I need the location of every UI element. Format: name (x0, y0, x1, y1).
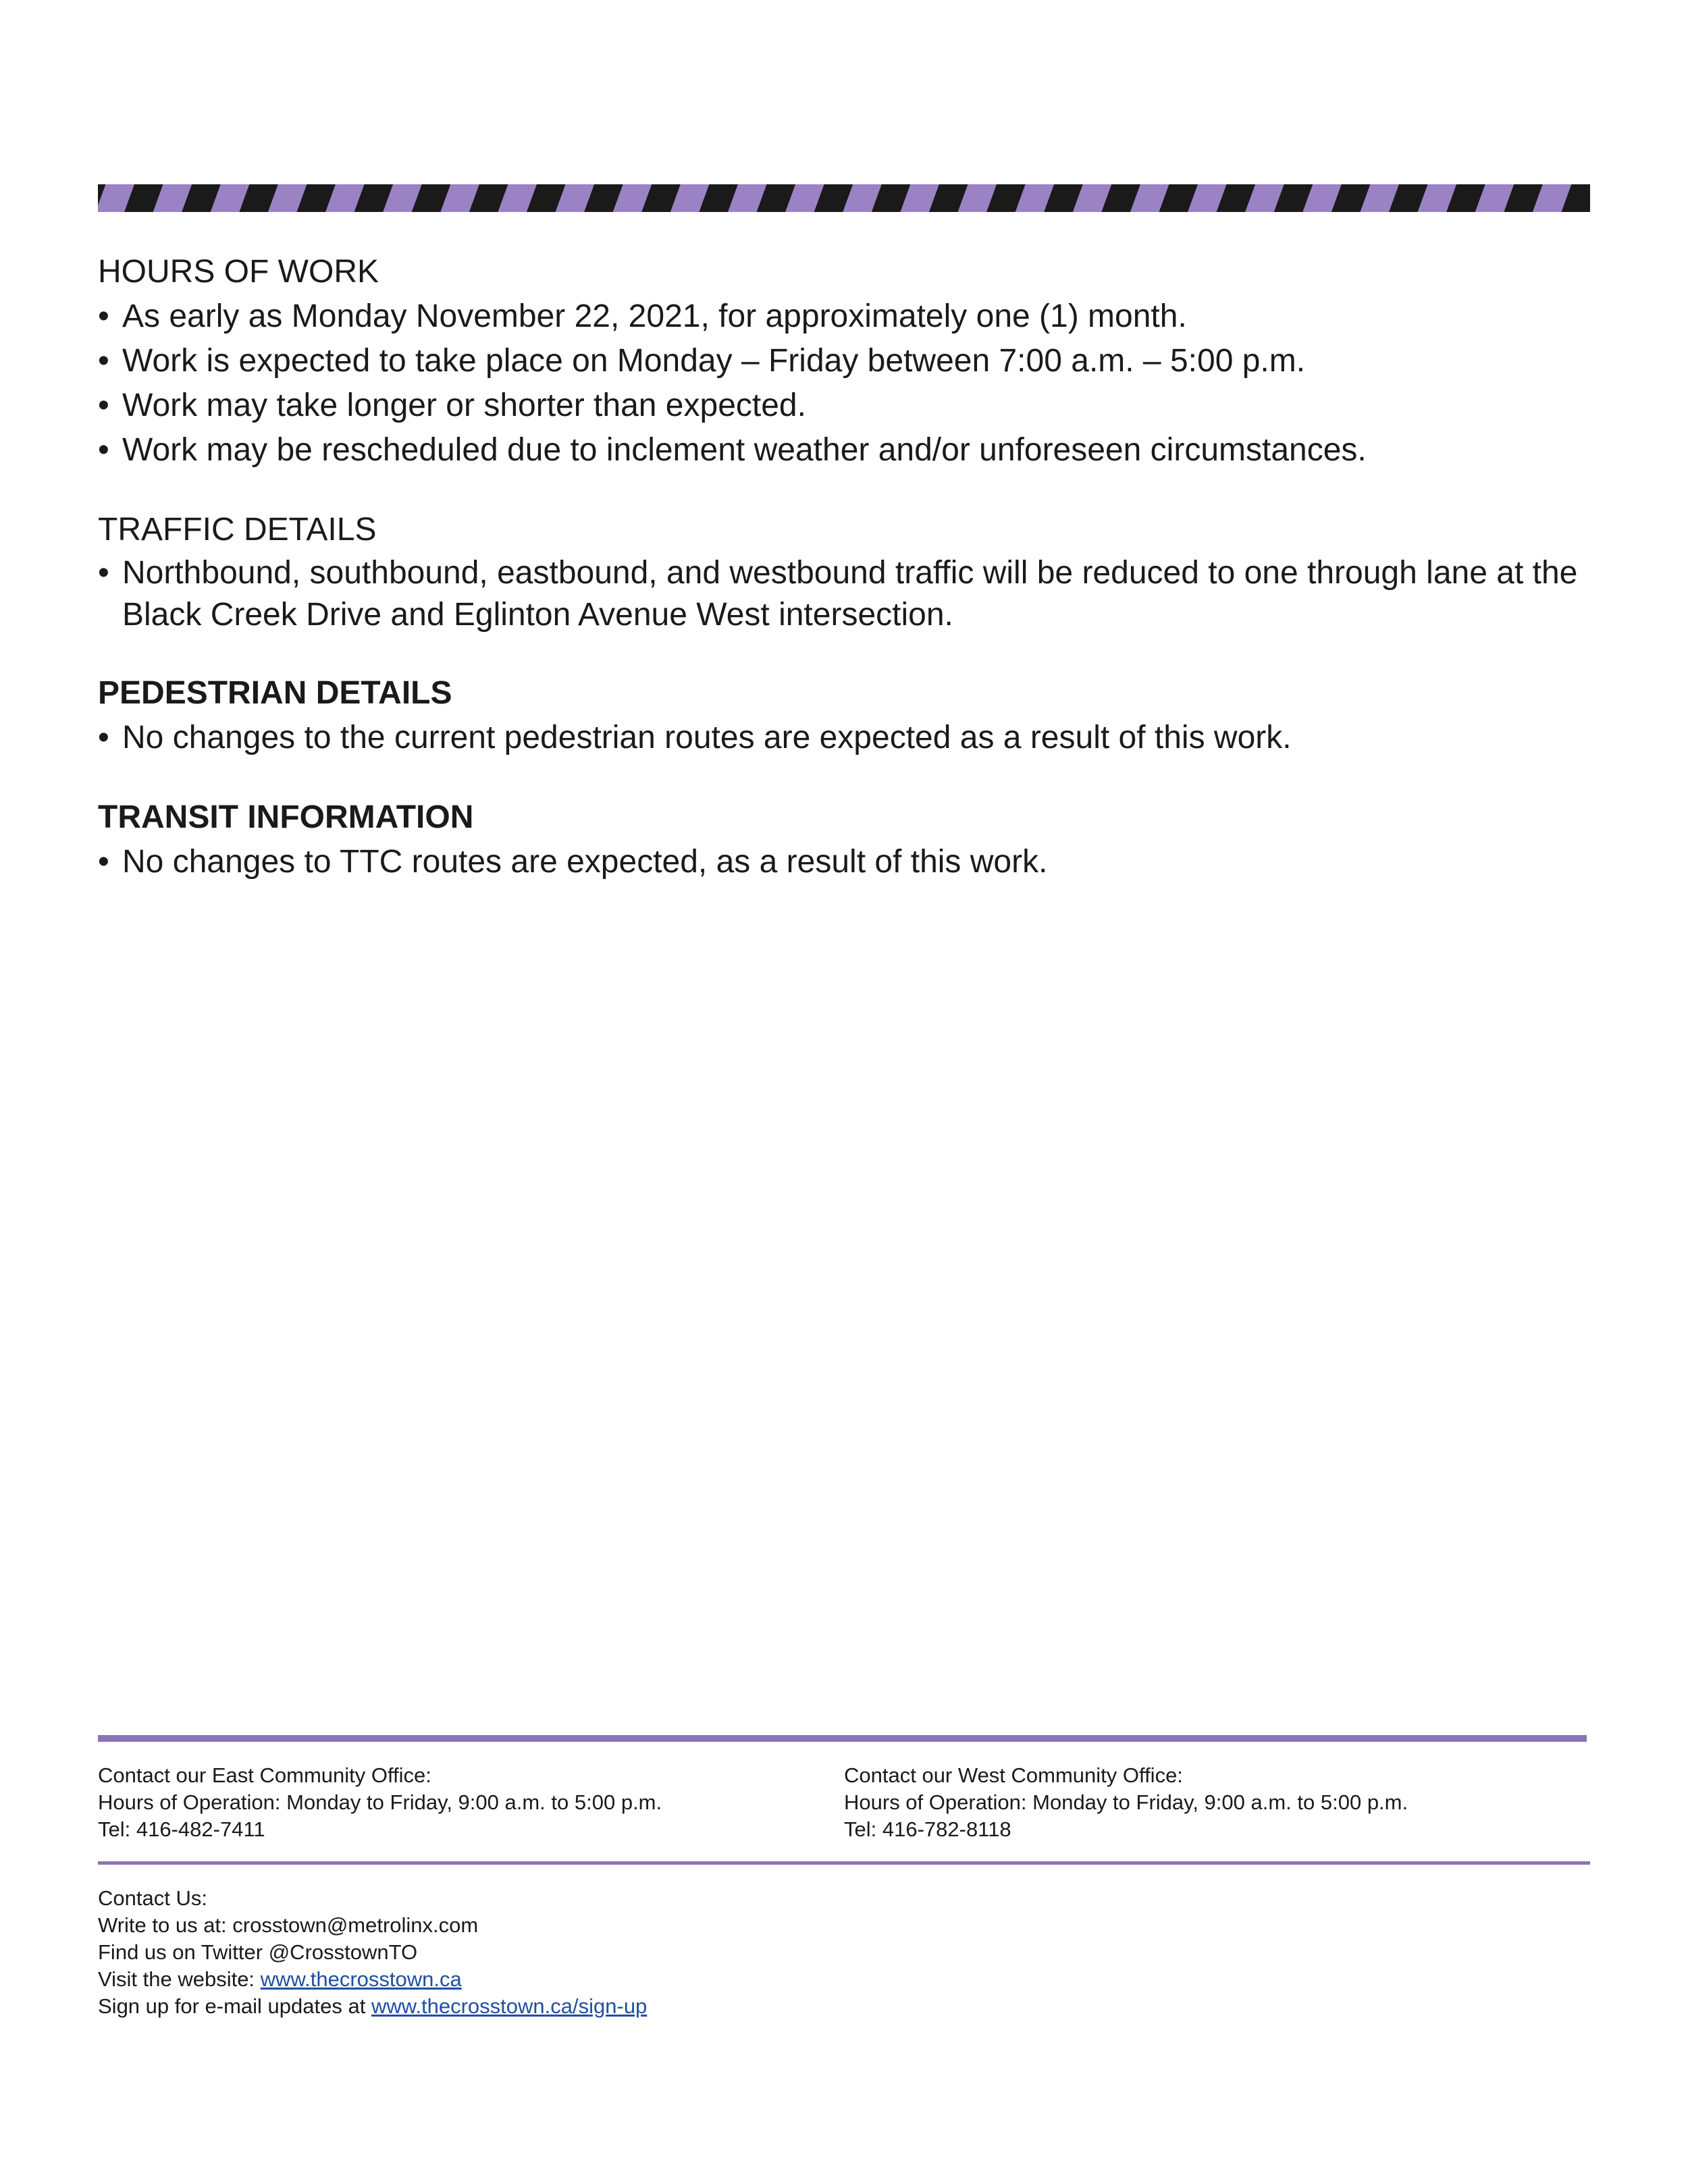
pedestrian-details-section (98, 671, 1597, 760)
bullet-icon: • (98, 388, 109, 423)
bullet-icon: • (98, 555, 109, 591)
hours-of-work-section (98, 250, 1597, 473)
footer-divider-bottom (98, 1861, 1590, 1865)
bullet-icon: • (98, 844, 109, 880)
transit-information-section (98, 795, 1597, 884)
transit-information-heading: TRANSIT INFORMATION (98, 799, 474, 835)
bullet-icon: • (98, 432, 109, 468)
pedestrian-details-list (98, 716, 1597, 760)
website-link[interactable]: www.thecrosstown.ca (260, 1967, 462, 1991)
contact-website-line: Visit the website: www.thecrosstown.ca (98, 1967, 462, 1991)
west-office-contact (844, 1762, 1408, 1843)
east-office-hours: Hours of Operation: Monday to Friday, 9:00 a.m. to 5:00 p.m. (98, 1790, 662, 1814)
contact-us-title: Contact Us: (98, 1886, 207, 1910)
traffic-details-section (98, 508, 1597, 636)
signup-link[interactable]: www.thecrosstown.ca/sign-up (371, 1994, 648, 2018)
bullet-icon: • (98, 298, 109, 334)
west-office-tel: Tel: 416-782-8118 (844, 1817, 1011, 1841)
hours-of-work-heading: HOURS OF WORK (98, 254, 379, 290)
pedestrian-details-heading: PEDESTRIAN DETAILS (98, 675, 452, 711)
list-item: • No changes to TTC routes are expected, as a result of this work. (98, 840, 1597, 884)
list-item: • No changes to the current pedestrian routes are expected as a result of this work. (98, 716, 1597, 760)
east-office-title: Contact our East Community Office: (98, 1763, 431, 1787)
west-office-title: Contact our West Community Office: (844, 1763, 1183, 1787)
east-office-tel: Tel: 416-482-7411 (98, 1817, 265, 1841)
main-content (98, 250, 1597, 920)
traffic-details-heading: TRAFFIC DETAILS (98, 512, 377, 548)
east-office-contact (98, 1762, 662, 1843)
list-item: • As early as Monday November 22, 2021, for approximately one (1) month. (98, 294, 1597, 339)
traffic-details-list (98, 552, 1597, 636)
west-office-hours: Hours of Operation: Monday to Friday, 9:00 a.m. to 5:00 p.m. (844, 1790, 1408, 1814)
bullet-icon: • (98, 720, 109, 755)
hazard-stripe-divider (98, 184, 1590, 212)
bullet-icon: • (98, 343, 109, 379)
footer-divider-top (98, 1735, 1587, 1742)
contact-email: Write to us at: crosstown@metrolinx.com (98, 1913, 479, 1937)
hours-of-work-list (98, 294, 1597, 473)
list-item: • Northbound, southbound, eastbound, and westbound traffic will be reduced to one through lane at the Black Creek Drive and Eglinton Avenue West intersection. (98, 552, 1597, 636)
list-item: • Work may take longer or shorter than expected. (98, 383, 1597, 428)
contact-signup-line: Sign up for e-mail updates at www.thecrosstown.ca/sign-up (98, 1994, 648, 2018)
transit-information-list (98, 840, 1597, 884)
list-item: • Work may be rescheduled due to inclement weather and/or unforeseen circumstances. (98, 428, 1597, 473)
contact-us-block (98, 1885, 647, 2020)
contact-twitter: Find us on Twitter @CrosstownTO (98, 1940, 418, 1964)
list-item: • Work is expected to take place on Monday – Friday between 7:00 a.m. – 5:00 p.m. (98, 339, 1597, 383)
